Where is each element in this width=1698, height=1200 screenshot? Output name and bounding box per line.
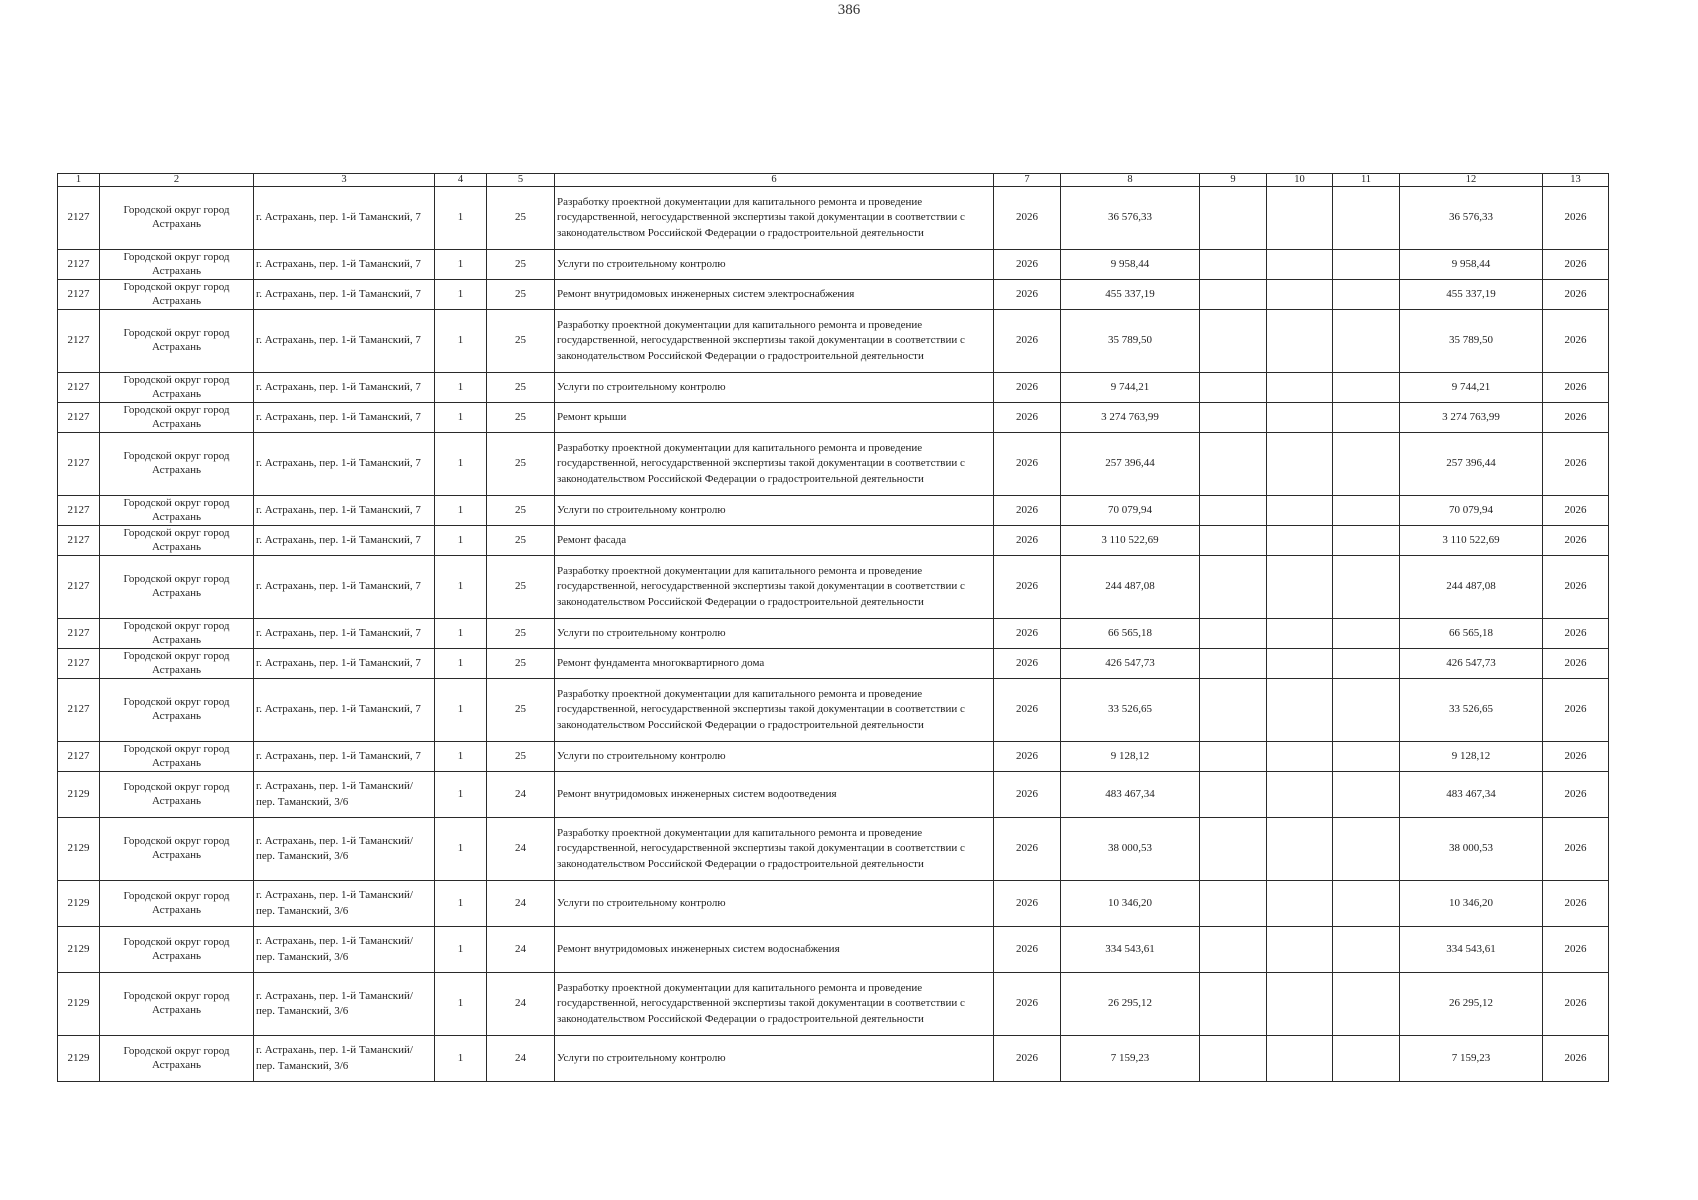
col4-cell: 1: [435, 649, 487, 679]
work-type-cell: Услуги по строительному контролю: [555, 250, 994, 280]
year-cell: 2026: [994, 927, 1061, 973]
work-type-cell: Услуги по строительному контролю: [555, 373, 994, 403]
col11-cell: [1333, 772, 1400, 818]
col11-cell: [1333, 1036, 1400, 1082]
municipality-cell: Городской округ город Астрахань: [100, 433, 254, 496]
col4-cell: 1: [435, 619, 487, 649]
col5-cell: 25: [487, 250, 555, 280]
col9-cell: [1200, 619, 1267, 649]
col9-cell: [1200, 403, 1267, 433]
year-cell: 2026: [994, 403, 1061, 433]
col5-cell: 25: [487, 679, 555, 742]
year-cell: 2026: [994, 496, 1061, 526]
col10-cell: [1267, 403, 1333, 433]
capital-repair-table: [57, 173, 1609, 1082]
col11-cell: [1333, 187, 1400, 250]
completion-year-cell: 2026: [1543, 973, 1609, 1036]
col11-cell: [1333, 373, 1400, 403]
col11-cell: [1333, 433, 1400, 496]
address-cell: г. Астрахань, пер. 1-й Таманский/ пер. Таманский, 3/6: [254, 772, 435, 818]
address-cell: г. Астрахань, пер. 1-й Таманский/ пер. Таманский, 3/6: [254, 881, 435, 927]
year-cell: 2026: [994, 973, 1061, 1036]
work-type-cell: Услуги по строительному контролю: [555, 742, 994, 772]
row-id-cell: 2127: [58, 280, 100, 310]
col11-cell: [1333, 927, 1400, 973]
table-row: [58, 649, 1609, 679]
address-cell: г. Астрахань, пер. 1-й Таманский/ пер. Таманский, 3/6: [254, 818, 435, 881]
col10-cell: [1267, 973, 1333, 1036]
year-cell: 2026: [994, 250, 1061, 280]
work-type-cell: Услуги по строительному контролю: [555, 1036, 994, 1082]
row-id-cell: 2129: [58, 927, 100, 973]
col4-cell: 1: [435, 496, 487, 526]
total-cost-cell: 3 110 522,69: [1400, 526, 1543, 556]
work-type-cell: Разработку проектной документации для капитального ремонта и проведение государственной, негосударственной экспертизы такой документации в соответствии с законодательством Российской Федерации о градостроительной деятельности: [555, 187, 994, 250]
row-id-cell: 2127: [58, 310, 100, 373]
col9-cell: [1200, 250, 1267, 280]
cost-cell: 9 744,21: [1061, 373, 1200, 403]
col9-cell: [1200, 496, 1267, 526]
total-cost-cell: 66 565,18: [1400, 619, 1543, 649]
col10-cell: [1267, 818, 1333, 881]
column-header: 13: [1543, 174, 1609, 187]
work-type-cell: Разработку проектной документации для капитального ремонта и проведение государственной, негосударственной экспертизы такой документации в соответствии с законодательством Российской Федерации о градостроительной деятельности: [555, 310, 994, 373]
col11-cell: [1333, 310, 1400, 373]
year-cell: 2026: [994, 433, 1061, 496]
column-number-header-row: [58, 174, 1609, 187]
col5-cell: 24: [487, 772, 555, 818]
cost-cell: 9 128,12: [1061, 742, 1200, 772]
col11-cell: [1333, 818, 1400, 881]
completion-year-cell: 2026: [1543, 403, 1609, 433]
table-row: [58, 1036, 1609, 1082]
year-cell: 2026: [994, 1036, 1061, 1082]
completion-year-cell: 2026: [1543, 556, 1609, 619]
completion-year-cell: 2026: [1543, 649, 1609, 679]
col9-cell: [1200, 742, 1267, 772]
col10-cell: [1267, 742, 1333, 772]
work-type-cell: Ремонт фасада: [555, 526, 994, 556]
row-id-cell: 2127: [58, 433, 100, 496]
cost-cell: 426 547,73: [1061, 649, 1200, 679]
address-cell: г. Астрахань, пер. 1-й Таманский, 7: [254, 280, 435, 310]
total-cost-cell: 244 487,08: [1400, 556, 1543, 619]
col5-cell: 25: [487, 526, 555, 556]
year-cell: 2026: [994, 818, 1061, 881]
address-cell: г. Астрахань, пер. 1-й Таманский, 7: [254, 526, 435, 556]
col9-cell: [1200, 881, 1267, 927]
col10-cell: [1267, 772, 1333, 818]
year-cell: 2026: [994, 526, 1061, 556]
col5-cell: 25: [487, 373, 555, 403]
row-id-cell: 2129: [58, 973, 100, 1036]
col4-cell: 1: [435, 772, 487, 818]
col5-cell: 25: [487, 649, 555, 679]
col5-cell: 25: [487, 619, 555, 649]
col11-cell: [1333, 881, 1400, 927]
table-row: [58, 310, 1609, 373]
column-header: 12: [1400, 174, 1543, 187]
col9-cell: [1200, 310, 1267, 373]
year-cell: 2026: [994, 310, 1061, 373]
col4-cell: 1: [435, 679, 487, 742]
work-type-cell: Разработку проектной документации для капитального ремонта и проведение государственной, негосударственной экспертизы такой документации в соответствии с законодательством Российской Федерации о градостроительной деятельности: [555, 556, 994, 619]
municipality-cell: Городской округ город Астрахань: [100, 526, 254, 556]
col4-cell: 1: [435, 742, 487, 772]
work-type-cell: Разработку проектной документации для капитального ремонта и проведение государственной, негосударственной экспертизы такой документации в соответствии с законодательством Российской Федерации о градостроительной деятельности: [555, 433, 994, 496]
row-id-cell: 2127: [58, 526, 100, 556]
column-header: 8: [1061, 174, 1200, 187]
total-cost-cell: 3 274 763,99: [1400, 403, 1543, 433]
col11-cell: [1333, 679, 1400, 742]
total-cost-cell: 26 295,12: [1400, 973, 1543, 1036]
table-row: [58, 373, 1609, 403]
municipality-cell: Городской округ город Астрахань: [100, 973, 254, 1036]
col4-cell: 1: [435, 373, 487, 403]
cost-cell: 483 467,34: [1061, 772, 1200, 818]
work-type-cell: Услуги по строительному контролю: [555, 496, 994, 526]
col9-cell: [1200, 973, 1267, 1036]
row-id-cell: 2127: [58, 742, 100, 772]
address-cell: г. Астрахань, пер. 1-й Таманский, 7: [254, 679, 435, 742]
col10-cell: [1267, 250, 1333, 280]
row-id-cell: 2129: [58, 772, 100, 818]
municipality-cell: Городской округ город Астрахань: [100, 556, 254, 619]
work-type-cell: Разработку проектной документации для капитального ремонта и проведение государственной, негосударственной экспертизы такой документации в соответствии с законодательством Российской Федерации о градостроительной деятельности: [555, 973, 994, 1036]
col9-cell: [1200, 1036, 1267, 1082]
cost-cell: 3 110 522,69: [1061, 526, 1200, 556]
completion-year-cell: 2026: [1543, 1036, 1609, 1082]
column-header: 1: [58, 174, 100, 187]
table-row: [58, 250, 1609, 280]
address-cell: г. Астрахань, пер. 1-й Таманский, 7: [254, 619, 435, 649]
municipality-cell: Городской округ город Астрахань: [100, 310, 254, 373]
col5-cell: 24: [487, 927, 555, 973]
address-cell: г. Астрахань, пер. 1-й Таманский, 7: [254, 187, 435, 250]
completion-year-cell: 2026: [1543, 818, 1609, 881]
col4-cell: 1: [435, 973, 487, 1036]
total-cost-cell: 9 958,44: [1400, 250, 1543, 280]
table-row: [58, 280, 1609, 310]
row-id-cell: 2127: [58, 187, 100, 250]
cost-cell: 7 159,23: [1061, 1036, 1200, 1082]
address-cell: г. Астрахань, пер. 1-й Таманский, 7: [254, 496, 435, 526]
municipality-cell: Городской округ город Астрахань: [100, 679, 254, 742]
total-cost-cell: 9 128,12: [1400, 742, 1543, 772]
table-row: [58, 526, 1609, 556]
address-cell: г. Астрахань, пер. 1-й Таманский, 7: [254, 310, 435, 373]
col4-cell: 1: [435, 310, 487, 373]
row-id-cell: 2127: [58, 649, 100, 679]
cost-cell: 257 396,44: [1061, 433, 1200, 496]
col9-cell: [1200, 927, 1267, 973]
table-row: [58, 772, 1609, 818]
cost-cell: 33 526,65: [1061, 679, 1200, 742]
year-cell: 2026: [994, 556, 1061, 619]
table-row: [58, 881, 1609, 927]
col9-cell: [1200, 772, 1267, 818]
municipality-cell: Городской округ город Астрахань: [100, 649, 254, 679]
municipality-cell: Городской округ город Астрахань: [100, 927, 254, 973]
col5-cell: 25: [487, 496, 555, 526]
completion-year-cell: 2026: [1543, 310, 1609, 373]
work-type-cell: Разработку проектной документации для капитального ремонта и проведение государственной, негосударственной экспертизы такой документации в соответствии с законодательством Российской Федерации о градостроительной деятельности: [555, 679, 994, 742]
row-id-cell: 2129: [58, 1036, 100, 1082]
total-cost-cell: 33 526,65: [1400, 679, 1543, 742]
col5-cell: 24: [487, 881, 555, 927]
year-cell: 2026: [994, 742, 1061, 772]
work-type-cell: Разработку проектной документации для капитального ремонта и проведение государственной, негосударственной экспертизы такой документации в соответствии с законодательством Российской Федерации о градостроительной деятельности: [555, 818, 994, 881]
completion-year-cell: 2026: [1543, 619, 1609, 649]
year-cell: 2026: [994, 772, 1061, 818]
cost-cell: 3 274 763,99: [1061, 403, 1200, 433]
work-type-cell: Услуги по строительному контролю: [555, 881, 994, 927]
col9-cell: [1200, 679, 1267, 742]
municipality-cell: Городской округ город Астрахань: [100, 496, 254, 526]
year-cell: 2026: [994, 679, 1061, 742]
col10-cell: [1267, 310, 1333, 373]
cost-cell: 70 079,94: [1061, 496, 1200, 526]
total-cost-cell: 38 000,53: [1400, 818, 1543, 881]
col5-cell: 25: [487, 556, 555, 619]
col5-cell: 24: [487, 1036, 555, 1082]
year-cell: 2026: [994, 373, 1061, 403]
col4-cell: 1: [435, 556, 487, 619]
cost-cell: 66 565,18: [1061, 619, 1200, 649]
col5-cell: 25: [487, 310, 555, 373]
total-cost-cell: 9 744,21: [1400, 373, 1543, 403]
address-cell: г. Астрахань, пер. 1-й Таманский, 7: [254, 373, 435, 403]
col9-cell: [1200, 556, 1267, 619]
municipality-cell: Городской округ город Астрахань: [100, 818, 254, 881]
table-row: [58, 403, 1609, 433]
table-row: [58, 433, 1609, 496]
cost-cell: 334 543,61: [1061, 927, 1200, 973]
col10-cell: [1267, 280, 1333, 310]
col11-cell: [1333, 526, 1400, 556]
col11-cell: [1333, 496, 1400, 526]
col9-cell: [1200, 280, 1267, 310]
col11-cell: [1333, 403, 1400, 433]
col4-cell: 1: [435, 433, 487, 496]
work-type-cell: Ремонт фундамента многоквартирного дома: [555, 649, 994, 679]
work-type-cell: Ремонт внутридомовых инженерных систем водоснабжения: [555, 927, 994, 973]
work-type-cell: Ремонт внутридомовых инженерных систем водоотведения: [555, 772, 994, 818]
col10-cell: [1267, 187, 1333, 250]
year-cell: 2026: [994, 649, 1061, 679]
col11-cell: [1333, 649, 1400, 679]
column-header: 10: [1267, 174, 1333, 187]
municipality-cell: Городской округ город Астрахань: [100, 403, 254, 433]
table-row: [58, 556, 1609, 619]
completion-year-cell: 2026: [1543, 881, 1609, 927]
col4-cell: 1: [435, 818, 487, 881]
address-cell: г. Астрахань, пер. 1-й Таманский/ пер. Таманский, 3/6: [254, 1036, 435, 1082]
total-cost-cell: 70 079,94: [1400, 496, 1543, 526]
col10-cell: [1267, 679, 1333, 742]
cost-cell: 10 346,20: [1061, 881, 1200, 927]
row-id-cell: 2127: [58, 496, 100, 526]
row-id-cell: 2127: [58, 403, 100, 433]
municipality-cell: Городской округ город Астрахань: [100, 742, 254, 772]
total-cost-cell: 35 789,50: [1400, 310, 1543, 373]
col10-cell: [1267, 556, 1333, 619]
municipality-cell: Городской округ город Астрахань: [100, 619, 254, 649]
municipality-cell: Городской округ город Астрахань: [100, 187, 254, 250]
col11-cell: [1333, 742, 1400, 772]
col9-cell: [1200, 433, 1267, 496]
col11-cell: [1333, 556, 1400, 619]
work-type-cell: Ремонт крыши: [555, 403, 994, 433]
column-header: 9: [1200, 174, 1267, 187]
page-number: 386: [837, 2, 861, 18]
completion-year-cell: 2026: [1543, 373, 1609, 403]
total-cost-cell: 483 467,34: [1400, 772, 1543, 818]
municipality-cell: Городской округ город Астрахань: [100, 280, 254, 310]
municipality-cell: Городской округ город Астрахань: [100, 250, 254, 280]
col5-cell: 25: [487, 742, 555, 772]
column-header: 5: [487, 174, 555, 187]
address-cell: г. Астрахань, пер. 1-й Таманский/ пер. Таманский, 3/6: [254, 973, 435, 1036]
year-cell: 2026: [994, 619, 1061, 649]
col11-cell: [1333, 250, 1400, 280]
column-header: 6: [555, 174, 994, 187]
row-id-cell: 2127: [58, 679, 100, 742]
municipality-cell: Городской округ город Астрахань: [100, 881, 254, 927]
col4-cell: 1: [435, 881, 487, 927]
column-header: 3: [254, 174, 435, 187]
work-type-cell: Услуги по строительному контролю: [555, 619, 994, 649]
completion-year-cell: 2026: [1543, 433, 1609, 496]
completion-year-cell: 2026: [1543, 496, 1609, 526]
col4-cell: 1: [435, 927, 487, 973]
col5-cell: 25: [487, 187, 555, 250]
cost-cell: 38 000,53: [1061, 818, 1200, 881]
year-cell: 2026: [994, 881, 1061, 927]
col10-cell: [1267, 881, 1333, 927]
column-header: 7: [994, 174, 1061, 187]
col10-cell: [1267, 373, 1333, 403]
col5-cell: 25: [487, 403, 555, 433]
address-cell: г. Астрахань, пер. 1-й Таманский/ пер. Таманский, 3/6: [254, 927, 435, 973]
col10-cell: [1267, 1036, 1333, 1082]
total-cost-cell: 10 346,20: [1400, 881, 1543, 927]
work-type-cell: Ремонт внутридомовых инженерных систем электроснабжения: [555, 280, 994, 310]
col11-cell: [1333, 280, 1400, 310]
col9-cell: [1200, 526, 1267, 556]
cost-cell: 455 337,19: [1061, 280, 1200, 310]
row-id-cell: 2129: [58, 881, 100, 927]
cost-cell: 26 295,12: [1061, 973, 1200, 1036]
table-row: [58, 973, 1609, 1036]
col9-cell: [1200, 649, 1267, 679]
address-cell: г. Астрахань, пер. 1-й Таманский, 7: [254, 433, 435, 496]
address-cell: г. Астрахань, пер. 1-й Таманский, 7: [254, 556, 435, 619]
col4-cell: 1: [435, 403, 487, 433]
total-cost-cell: 257 396,44: [1400, 433, 1543, 496]
completion-year-cell: 2026: [1543, 250, 1609, 280]
address-cell: г. Астрахань, пер. 1-й Таманский, 7: [254, 250, 435, 280]
col5-cell: 25: [487, 280, 555, 310]
total-cost-cell: 334 543,61: [1400, 927, 1543, 973]
column-header: 4: [435, 174, 487, 187]
address-cell: г. Астрахань, пер. 1-й Таманский, 7: [254, 403, 435, 433]
col4-cell: 1: [435, 1036, 487, 1082]
row-id-cell: 2127: [58, 250, 100, 280]
col5-cell: 24: [487, 973, 555, 1036]
cost-cell: 36 576,33: [1061, 187, 1200, 250]
table-row: [58, 927, 1609, 973]
col10-cell: [1267, 649, 1333, 679]
row-id-cell: 2127: [58, 556, 100, 619]
col10-cell: [1267, 496, 1333, 526]
cost-cell: 244 487,08: [1061, 556, 1200, 619]
table-row: [58, 818, 1609, 881]
table-row: [58, 742, 1609, 772]
completion-year-cell: 2026: [1543, 526, 1609, 556]
col9-cell: [1200, 187, 1267, 250]
col9-cell: [1200, 373, 1267, 403]
address-cell: г. Астрахань, пер. 1-й Таманский, 7: [254, 742, 435, 772]
completion-year-cell: 2026: [1543, 280, 1609, 310]
total-cost-cell: 426 547,73: [1400, 649, 1543, 679]
col11-cell: [1333, 973, 1400, 1036]
col10-cell: [1267, 526, 1333, 556]
municipality-cell: Городской округ город Астрахань: [100, 373, 254, 403]
table-row: [58, 679, 1609, 742]
cost-cell: 35 789,50: [1061, 310, 1200, 373]
table-row: [58, 496, 1609, 526]
municipality-cell: Городской округ город Астрахань: [100, 1036, 254, 1082]
table-row: [58, 187, 1609, 250]
column-header: 11: [1333, 174, 1400, 187]
completion-year-cell: 2026: [1543, 742, 1609, 772]
completion-year-cell: 2026: [1543, 927, 1609, 973]
row-id-cell: 2129: [58, 818, 100, 881]
table-row: [58, 619, 1609, 649]
col5-cell: 25: [487, 433, 555, 496]
col4-cell: 1: [435, 526, 487, 556]
completion-year-cell: 2026: [1543, 679, 1609, 742]
total-cost-cell: 455 337,19: [1400, 280, 1543, 310]
total-cost-cell: 7 159,23: [1400, 1036, 1543, 1082]
col10-cell: [1267, 927, 1333, 973]
col11-cell: [1333, 619, 1400, 649]
year-cell: 2026: [994, 187, 1061, 250]
cost-cell: 9 958,44: [1061, 250, 1200, 280]
total-cost-cell: 36 576,33: [1400, 187, 1543, 250]
completion-year-cell: 2026: [1543, 772, 1609, 818]
col9-cell: [1200, 818, 1267, 881]
col4-cell: 1: [435, 250, 487, 280]
col5-cell: 24: [487, 818, 555, 881]
row-id-cell: 2127: [58, 619, 100, 649]
address-cell: г. Астрахань, пер. 1-й Таманский, 7: [254, 649, 435, 679]
row-id-cell: 2127: [58, 373, 100, 403]
column-header: 2: [100, 174, 254, 187]
col10-cell: [1267, 433, 1333, 496]
col10-cell: [1267, 619, 1333, 649]
completion-year-cell: 2026: [1543, 187, 1609, 250]
municipality-cell: Городской округ город Астрахань: [100, 772, 254, 818]
col4-cell: 1: [435, 187, 487, 250]
year-cell: 2026: [994, 280, 1061, 310]
col4-cell: 1: [435, 280, 487, 310]
